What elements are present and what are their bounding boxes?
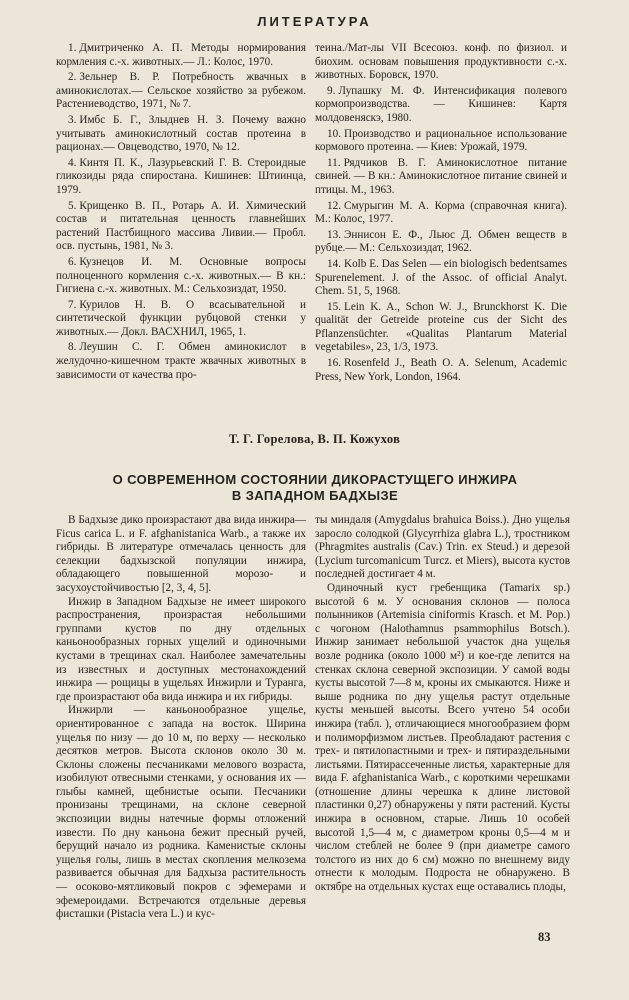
reference-item: 1. Дмитриченко А. П. Методы нормирования кормления с.-х. животных.— Л.: Колос, 1970. [56, 42, 306, 68]
reference-item: 13. Эннисон Е. Ф., Льюс Д. Обмен веществ в рубце.— М.: Сельхозиздат, 1962. [315, 228, 567, 255]
reference-item: 6. Кузнецов И. М. Основные вопросы полноценного кормления с.-х. животных.— В кн.: Гигиена с.-х. животных. М.: Сельхозиздат, 1950. [56, 255, 306, 296]
body-paragraph: Инжирли — каньонообразное ущелье, ориентированное с запада на восток. Ширина ущелья по низу — до 10 м, по верху — несколько десятков метров. Высота склонов около 30 м. Склоны сложены песчаниками мелового возраста, изобилуют отвесными стенками, у основания их — глыбы камней, щебнистые осыпи. Песчаники пронизаны трещинами, на склоне северной экспозиции видны натечные формы отложений извести. По дну каньона бежит пресный ручей, берущий начало из родника. Каменистые склоны ущелья голы, лишь в местах скопления мелкозема развивается обычная для Бадхыза растительность — осоково-мятликовый покров с эфемерами и эфемероидами. Встречаются отдельные деревья фисташки (Pistacia vera L.) и кус- [56, 704, 306, 921]
reference-item: 14. Kolb E. Das Selen — ein biologisch bedentsames Spurenelement. J. of the Assoc. of official Analyt. Chem. 51, 5, 1968. [315, 257, 567, 298]
article-title-line: О СОВРЕМЕННОМ СОСТОЯНИИ ДИКОРАСТУЩЕГО ИНЖИРА [112, 472, 518, 487]
article-body-left-column [56, 514, 306, 922]
reference-item: 7. Курилов Н. В. О всасывательной и синтетической функции рубцовой стенки у животных.— Докл. ВАСХНИЛ, 1965, 1. [56, 298, 306, 338]
reference-item: 8. Леушин С. Г. Обмен аминокислот в желудочно-кишечном тракте жвачных животных в зависимости от качества про- [56, 341, 306, 381]
references-right-column [315, 42, 567, 386]
reference-item: 11. Рядчиков В. Г. Аминокислотное питание свиней. — В кн.: Аминокислотное питание свиней и птицы. М., 1963. [315, 156, 567, 196]
reference-item: 10. Производство и рациональное использование кормового протеина. — Киев: Урожай, 1979. [315, 127, 567, 154]
article-title [40, 472, 590, 504]
reference-item: 3. Имбс Б. Г., Злыднев Н. З. Почему важно учитывать аминокислотный состав протеина в рационах.— Овцеводство, 1970, № 12. [56, 113, 306, 154]
reference-item: 2. Зельнер В. Р. Потребность жвачных в аминокислотах.— Сельское хозяйство за рубежом. Растениеводство, 1971, № 7. [56, 71, 306, 111]
reference-item: 9. Лупашку М. Ф. Интенсификация полевого кормопроизводства. — Кишинев: Картя молдовеняскэ, 1980. [315, 84, 567, 124]
reference-item: 12. Смурыгин М. А. Корма (справочная книга). М.: Колос, 1977. [315, 199, 567, 226]
article-title-line: В ЗАПАДНОМ БАДХЫЗЕ [231, 488, 399, 503]
reference-item: 15. Lein K. A., Schon W. J., Brunckhorst K. Die qualität der Getreide proteine cus der Sicht des Pflanzensüchter. «Qualitas Plantarum Material vegetabiles», 23, 1/3, 1973. [315, 300, 567, 354]
body-paragraph: Инжир в Западном Бадхызе не имеет широкого распространения, произрастая небольшими группами кустов по дну отдельных каньонообразных горных ущелий и одиночными кустами в трещинах скал. Наиболее замечательны из известных и доступных местонахождений инжира — рощицы в ущельях Инжирли и Туранга, где произрастают оба вида инжира и их гибриды. [56, 595, 306, 703]
reference-item-continued: теина./Мат-лы VII Всесоюз. конф. по физиол. и биохим. основам повышения продуктивности с.-х. животных. Боровск, 1970. [315, 42, 567, 82]
article-body-right-column [315, 514, 570, 895]
reference-item: 16. Rosenfeld J., Beath O. A. Selenum, Academic Press, New York, London, 1964. [315, 357, 567, 383]
body-paragraph: В Бадхызе дико произрастают два вида инжира—Ficus carica L. и F. afghanistanica Warb., а также их гибриды. В литературе отмечалась ценность для селекции бадхызской популяции инжира, обладающего повышенной морозо- и засухоустойчивостью [2, 3, 4, 5]. [56, 514, 306, 594]
reference-item: 5. Крищенко В. П., Ротарь А. И. Химический состав и питательная ценность главнейших растений Пастбищного массива Ливии.— Пробл. осв. пустынь, 1981, № 3. [56, 199, 306, 253]
body-paragraph-continued: ты миндаля (Amygdalus brahuica Boiss.). Дно ущелья заросло солодкой (Glycyrrhiza glabra L.), тростником (Phragmites australis (Cav.) Trin. ex Steud.) и дерезой (Lycium turcomanicum Turcz. et Miers), высота кустов последней достигает 4 м. [315, 514, 570, 581]
article-authors: Т. Г. Горелова, В. П. Кожухов [228, 432, 401, 446]
reference-item: 4. Кинтя П. К., Лазурьевский Г. В. Стероидные гликозиды ряда спиростана. Кишинев: Штиинца, 1979. [56, 156, 306, 196]
references-left-column [56, 42, 306, 384]
running-head: ЛИТЕРАТУРА [257, 14, 372, 29]
body-paragraph: Одиночный куст гребенщика (Tamarix sp.) высотой 6 м. У основания склонов — полоса полынников (Artemisia ciniformis Krasch. et M. Pop.) с чогоном (Halothamnus psammophilus Botsch.). Инжир занимает небольшой участок дна ущелья возле родника (около 1000 м²) и кое-где лепится на стенках склона северной экспозиции. У самой воды кусты высотой 7—8 м, кроны их смыкаются. Ниже и выше родника по дну ущелья растут отдельные кусты меньшей высоты. Всего учтено 54 особи инжира (табл. ), отличающиеся многообразием форм и полиморфизмом листьев. Преобладают растения с трех- и пятилопастными и трех- и пятираздельными листьями. Пятирассеченные листья, характерные для вида F. afghanistanica Warb., с короткими черешками (отношение длины черешка к длине листовой пластинки 0,27) обнаружены у пяти растений. Кусты инжира в основном, старые. Лишь 10 особей высотой 1,5—4 м, с диаметром кроны 0,5—4 м и числом стеблей не более 9 (при диаметре самого толстого из них до 6 см) можно по внешнему виду отнести к молодым. Подроста не обнаружено. В октябре на отдельных кустах еще оставались плоды, [315, 581, 570, 894]
page-number: 83 [538, 930, 551, 944]
